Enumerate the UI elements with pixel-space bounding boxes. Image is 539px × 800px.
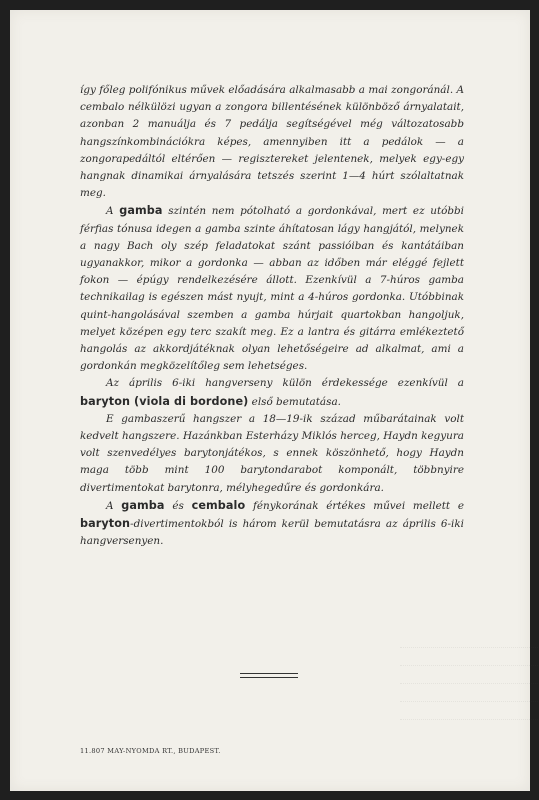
paragraph-text: első bemutatása. [248, 395, 341, 408]
emphasized-term: baryton (viola di bordone) [80, 394, 249, 408]
body-text [80, 82, 464, 550]
bleed-through-text [400, 630, 539, 720]
paragraph-text: és [164, 499, 192, 512]
double-rule-top [240, 673, 298, 674]
double-rule-bottom [240, 677, 298, 678]
paragraph-5 [80, 497, 464, 551]
paragraph-text: Az április 6-iki hangverseny külön érdekessége ezenkívül a [106, 377, 464, 390]
emphasized-term: baryton [80, 517, 131, 531]
emphasized-term: cembalo [191, 498, 246, 512]
paragraph-text: így főleg polifónikus művek előadására alkalmasabb a mai zongoránál. A cembalo nélkülözi ugyan a zongora billentésének különböző árnyalatait, azonban 2 manuálja és 7 pedálja segítségével még változatosabb hangszínkombinációkra képes, amennyiben itt a pedálok — a zongorapedáltól eltérően — regisztereket jelentenek, melyek egy-egy hangnak dinamikai árnyalására tetszés szerint 1—4 húrt szólaltatnak meg. [80, 84, 464, 200]
paragraph-text: fénykorának értékes művei mellett e [245, 499, 465, 512]
paper-sheet [10, 10, 530, 791]
paragraph-3 [80, 375, 464, 410]
paragraph-text: A [106, 499, 122, 512]
paragraph-text: E gambaszerű hangszer a 18—19-ik század műbarátainak volt kedvelt hangszere. Hazánkban Esterházy Miklós herceg, Haydn kegyura volt szenvedélyes barytonjátékos, s ennek köszönhető, hogy Haydn maga több mint 100 barytondarabot komponált, többnyire divertimentokat barytonra, mélyhegedűre és gordonkára. [80, 412, 464, 494]
paragraph-text: szintén nem pótolható a gordonkával, mert ez utóbbi férfias tónusa idegen a gamba szinte áhítatosan lágy hangjától, melynek a nagy Bach oly szép feladatokat szánt passióiban és kantátáiban ugyanakkor, mikor a gordonka — abban az időben már eléggé fejlett fokon — épúgy rendelkezésére állott. Ezenkívül a 7-húros gamba technikailag is egészen mást nyujt, mint a 4-húros gordonka. Utóbbinak quint-hangolásával szemben a gamba húrjait quartokban hangoljuk, melyet középen egy terc szakít meg. Ez a lantra és gitárra emlékeztető hangolás az akkordjátéknak olyan lehetőségeire ad alkalmat, ami a gordonkán megközelítőleg sem lehetséges. [80, 205, 464, 373]
emphasized-term: gamba [119, 204, 163, 218]
paragraph-4 [80, 411, 464, 497]
emphasized-term: gamba [121, 498, 165, 512]
paragraph-1 [80, 82, 464, 202]
printer-imprint: 11.807 MAY-NYOMDA RT., BUDAPEST. [80, 747, 221, 755]
paragraph-text: -divertimentokból is három kerül bemutatásra az április 6-iki hangversenyen. [80, 518, 464, 548]
paragraph-text: A [106, 205, 120, 218]
paragraph-2 [80, 202, 464, 375]
